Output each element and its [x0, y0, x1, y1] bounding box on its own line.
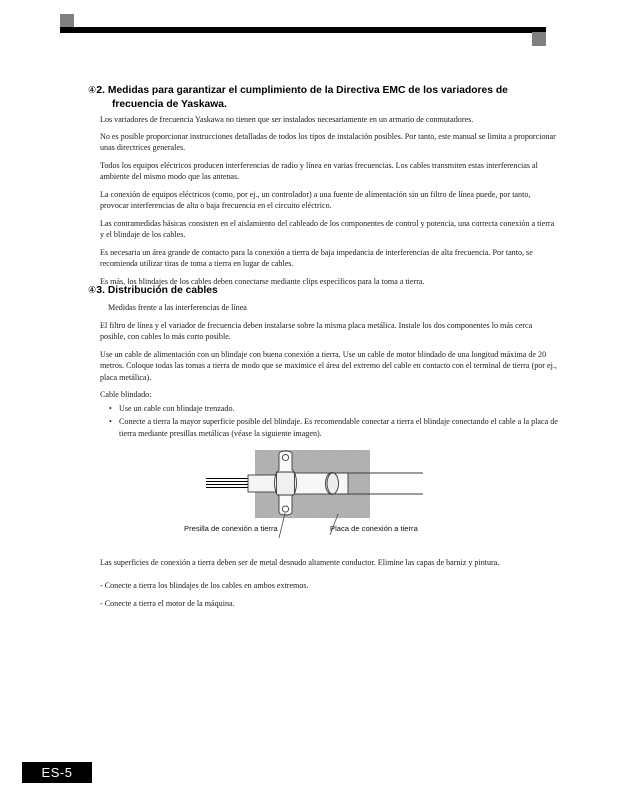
subsection-label: Medidas frente a las interferencias de línea [108, 303, 247, 312]
paragraph-s2-1: Los variadores de frecuencia Yaskawa no tienen que ser instalados necesariamente en un armario de conmutadores. [100, 115, 474, 124]
paragraph-s2-6: Es necesaria un área grande de contacto para la conexión a tierra de baja impedancia de interferencias de alta frecuencia. Por tanto, se recomienda utilizar tiras de toma a tierra en lugar de cables. [100, 248, 533, 269]
paragraph-s2-5: Las contramedidas básicas consisten en el aislamiento del cableado de los componentes de control y potencia, una correcta conexión a tierra y el blindaje de los cables. [100, 219, 555, 240]
dash-item-1: - Conecte a tierra los blindajes de los cables en ambos extremos. [100, 581, 309, 590]
cable-shield-label: Cable blindado: [100, 390, 152, 399]
section-title-line2: frecuencia de Yaskawa. [112, 98, 227, 110]
clamp-screw-hole-bottom-icon [282, 506, 288, 512]
dash-item-2: - Conecte a tierra el motor de la máquina. [100, 599, 235, 608]
paragraph-s2-3: Todos los equipos eléctricos producen interferencias de radio y línea en varias frecuencias. Los cables transmiten estas interferencias al ambiente del mismo modo que las antenas. [100, 161, 538, 182]
section-marker-icon: ④ [88, 85, 97, 96]
paragraph-s3-2: Use un cable de alimentación con un blindaje con buena conexión a tierra. Use un cable de motor blindado de una longitud máxima de 20 metros. Coloque todas las tomas a tierra de modo que se maximice el área del extremo del cable en contacto con el terminal de tierra (por ej., placa metálica). [100, 350, 557, 382]
page-footer-badge: ES-5 [22, 762, 92, 783]
figure-caption-clamp: Presilla de conexión a tierra [184, 524, 278, 533]
paragraph-s3-closing: Las superficies de conexión a tierra deben ser de metal desnudo altamente conductor. Elimine las capas de barniz y pintura. [100, 558, 500, 567]
section-number: 3. [96, 285, 105, 296]
section-marker-icon: ④ [88, 285, 97, 296]
paragraph-s2-7: Es más, los blindajes de los cables deben conectarse mediante clips específicos para la toma a tierra. [100, 277, 425, 286]
section-number: 2. [96, 85, 105, 96]
clamp-screw-hole-top-icon [282, 454, 288, 460]
section-title: Distribución de cables [107, 285, 218, 296]
list-item: • Use un cable con blindaje trenzado. [108, 403, 560, 414]
paragraph-s3-1: El filtro de línea y el variador de frecuencia deben instalarse sobre la misma placa metálica. Instale los dos componentes lo más cerca posible, con cables lo más corto posible. [100, 321, 533, 342]
list-item: • Conecte a tierra la mayor superficie posible del blindaje. Es recomendable conectar a tierra el blindaje conectando el cable a la placa de tierra mediante presillas metálicas (véase la siguiente imagen). [108, 416, 560, 439]
section-heading-3 [88, 284, 558, 298]
figure-caption-plate: Placa de conexión a tierra [330, 524, 418, 533]
section-heading-2 [88, 84, 558, 111]
paragraph-s2-4: La conexión de equipos eléctricos (como, por ej., un controlador) a una fuente de alimentación sin un filtro de línea puede, por tanto, provocar interferencias de alta o baja frecuencia en el circuito eléctrico. [100, 190, 531, 211]
cable-shield-bullet-list [108, 403, 560, 441]
paragraph-s2-2: No es posible proporcionar instrucciones detalladas de todos los tipos de instalación posibles. Por tanto, este manual se limita a proporcionar unas directrices generales. [100, 132, 556, 153]
section-title-line1: Medidas para garantizar el cumplimiento de la Directiva EMC de los variadores de [107, 85, 508, 96]
